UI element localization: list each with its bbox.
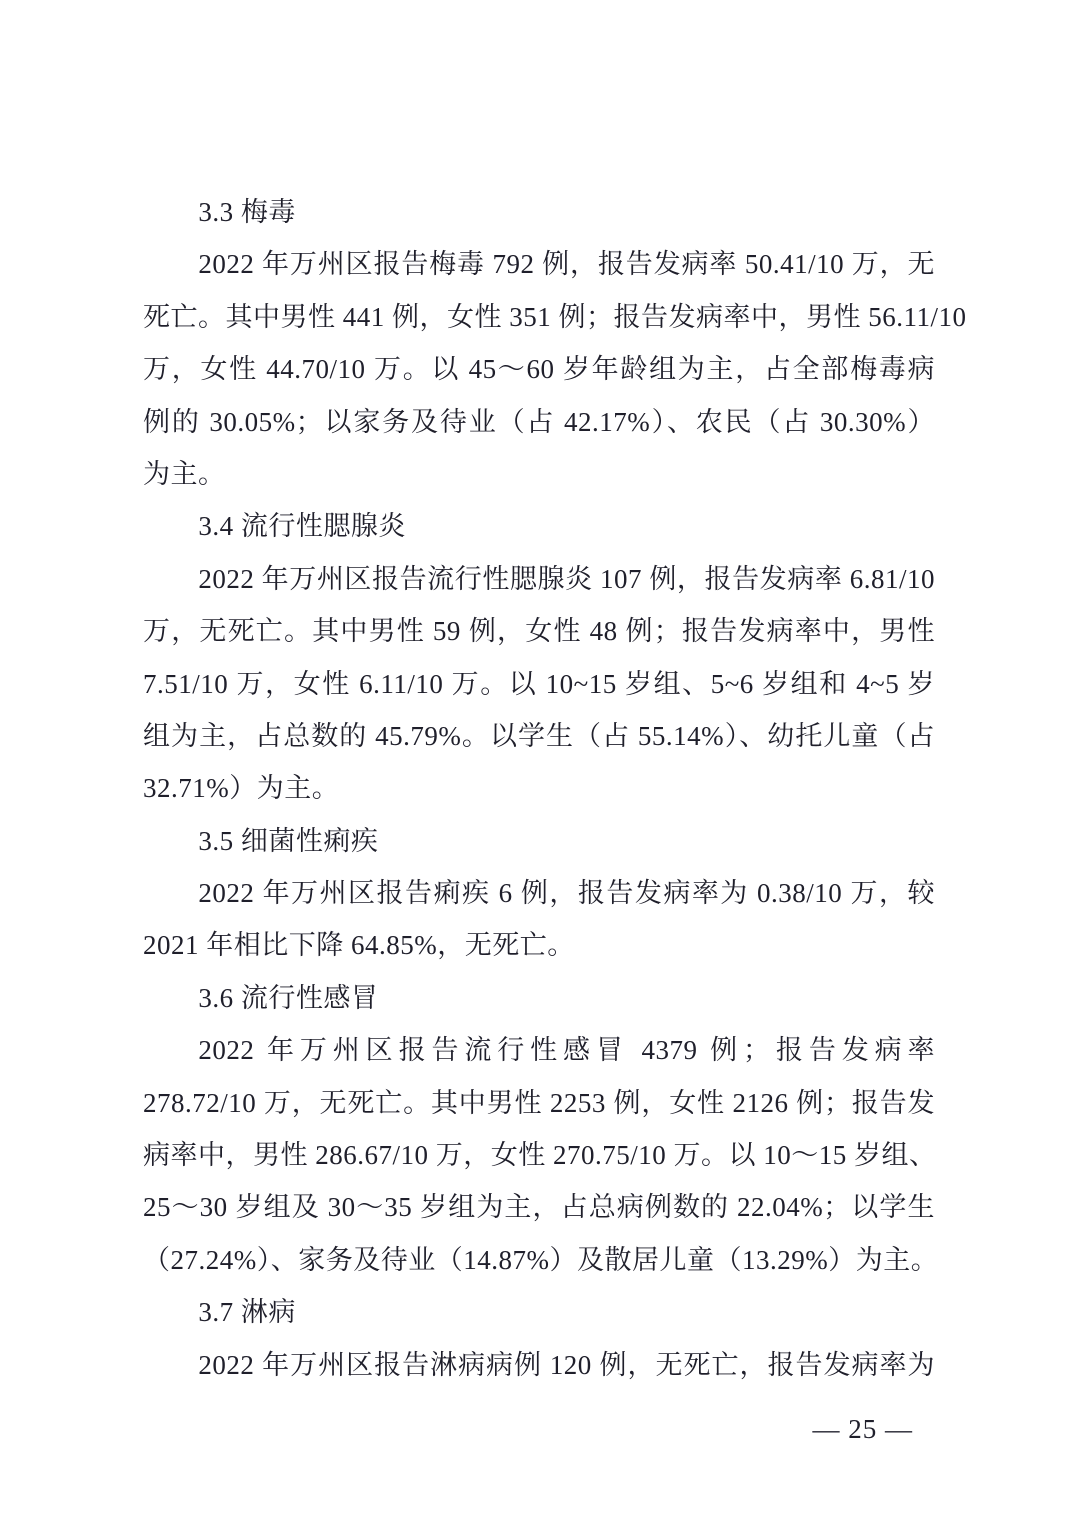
text-line: 25～30 岁组及 30～35 岁组为主，占总病例数的 22.04%；以学生 <box>143 1192 935 1223</box>
text-line: 死亡。其中男性 441 例，女性 351 例；报告发病率中，男性 56.11/10 <box>143 301 967 332</box>
text-line: 万，女性 44.70/10 万。以 45～60 岁年龄组为主，占全部梅毒病 <box>143 354 935 385</box>
text-line: 万，无死亡。其中男性 59 例，女性 48 例；报告发病率中，男性 <box>143 616 935 647</box>
text-line: （27.24%）、家务及待业（14.87%）及散居儿童（13.29%）为主。 <box>143 1244 939 1275</box>
section-heading: 3.7 淋病 <box>198 1297 296 1328</box>
text-line: 2021 年相比下降 64.85%，无死亡。 <box>143 930 575 961</box>
document-lines <box>143 186 967 1391</box>
text-line: 2022 年万州区报告淋病病例 120 例，无死亡，报告发病率为 <box>198 1349 935 1380</box>
text-line: 2022 年万州区报告梅毒 792 例，报告发病率 50.41/10 万，无 <box>198 249 935 280</box>
section-heading: 3.3 梅毒 <box>198 197 296 227</box>
text-line: 例的 30.05%；以家务及待业（占 42.17%）、农民（占 30.30%） <box>143 406 935 437</box>
text-line: 病率中，男性 286.67/10 万，女性 270.75/10 万。以 10～15 岁组、 <box>143 1140 937 1171</box>
section-heading: 3.6 流行性感冒 <box>198 982 379 1013</box>
text-line: 2022 年万州区报告流行性腮腺炎 107 例，报告发病率 6.81/10 <box>198 563 935 594</box>
text-line: 组为主，占总数的 45.79%。以学生（占 55.14%）、幼托儿童（占 <box>143 720 935 751</box>
text-line: 7.51/10 万，女性 6.11/10 万。以 10~15 岁组、5~6 岁组和 4~5 岁 <box>143 668 935 699</box>
text-line: 为主。 <box>143 458 226 489</box>
text-line: 278.72/10 万，无死亡。其中男性 2253 例，女性 2126 例；报告发 <box>143 1087 935 1118</box>
text-line: 32.71%）为主。 <box>143 773 340 804</box>
section-heading: 3.4 流行性腮腺炎 <box>198 511 406 542</box>
section-heading: 3.5 细菌性痢疾 <box>198 825 379 856</box>
text-line: 2022 年万州区报告流行性感冒 4379 例；报告发病率 <box>198 1035 935 1066</box>
text-line: 2022 年万州区报告痢疾 6 例，报告发病率为 0.38/10 万，较 <box>198 878 935 909</box>
page-number: — 25 — <box>812 1414 913 1444</box>
